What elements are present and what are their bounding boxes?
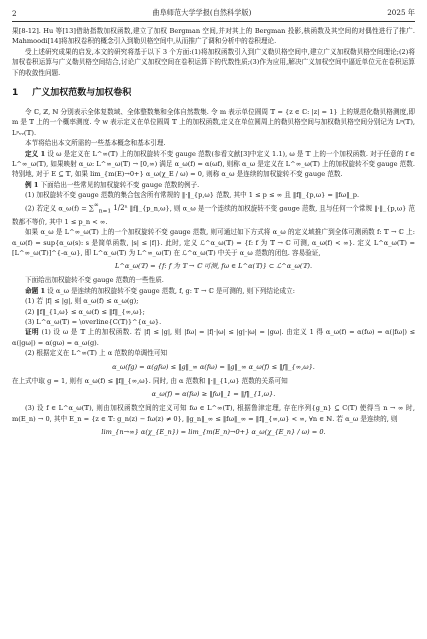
issue-year: 2025 年 [387,8,415,17]
frac-num: 1 [113,204,118,213]
page-number: 2 [12,8,17,18]
proposition-text: 设 α_ω 是连续的加权旋转不变 gauge 范数, f, g: 𝕋 → ℂ 是可测的, 则下列结论成立: [45,286,295,295]
equation-limit: lim_{n→∞} α(χ_{E_n}) = lim_{m(E_n)→0+} α_ω(χ_{E_n} / ω) = 0. [101,427,326,436]
section-title: 广义加权范数与加权卷积 [32,88,132,99]
paragraph-motivation: 受上述研究成果的启发,本文的研究将基于以下 3 个方面:(1)将加权函数引入到广义勒贝格空间中,建立广义加权勒贝格空间理论;(2)将加权卷积运算与广义勒贝格空间结合,讨论广义加权空间在卷积运算下的代数性质;(3)作为应用,解决广义加权空间中逼近单位元在卷积运算下的收敛性问题. [12,47,415,77]
example-item-1: (1) 加权旋转不变 gauge 范数的集合包含所有常规的 ‖·‖_{p,ω} 范数, 其中 1 ≤ p ≤ ∞ 且 ‖f‖_{p,ω} = ‖fω‖_p. [25,191,360,200]
proposition-item-2: (2) ‖f‖_{1,ω} ≤ α_ω(f) ≤ ‖f‖_{∞,ω}; [25,307,145,316]
sum-sign: ∑ [88,204,94,213]
example-label: 例 1 [25,180,39,189]
running-header [12,6,415,20]
paragraph-extension: 如果 α_ω 是 L^∞_ω(𝕋) 上的一个加权旋转不变 gauge 范数, 则可通过如下方式将 α_ω 的定义域推广到全体可测函数 f: 𝕋 → ℂ 上: α_ω(f) = sup{α_ω(s): s 是简单函数, |s| ≤ |f|}. 此时, 定义 ℒ^α_ω(𝕋) = {f: f 为 𝕋 → ℂ 可测, α_ω(f) < ∞}. 定义 L^α_ω(𝕋) = [L^∞_ω(𝕋)]^{-α_ω}, 即 L^α_ω(𝕋) 为 L^∞_ω(𝕋) 在 ℒ^α_ω(𝕋) 中关于 α_ω 范数的闭包. 容易验证, [12,228,415,258]
sum-upper: ∞ [93,202,99,209]
definition-label: 定义 1 [25,149,46,158]
proof-text: (1) 设 ω 是 𝕋 上的加权函数. 若 |f| ≤ |g|, 则 |fω| = |f|·|ω| ≤ |g|·|ω| = |gω|. 由定义 1 得 α_ω(f) = α(fω) = α(|fω|) ≤ α(|gω|) = α(gω) = α_ω(g). [12,328,415,347]
proposition-item-3: (3) L^α_ω(𝕋) = \overline{C(𝕋)}^{α_ω}. [25,318,162,327]
example-text: 下面给出一些常见的加权旋转不变 gauge 范数的例子. [38,180,200,189]
series-expression: $\sum^\infty_{n=1}$ 1/2ⁿ [88,202,128,215]
article-body [12,26,415,441]
definition-1 [12,149,415,180]
section-number: 1 [12,88,19,99]
paragraph-notation: 令 ℂ, ℤ, ℕ 分别表示全体复数域、全体整数集和全体自然数集. 令 m 表示单位圆周 𝕋 = {z ∈ ℂ: |z| = 1} 上的规范化勒贝格测度,即 m 是 𝕋 上的一个概率测度. 令 w 表示定义在单位圆周 𝕋 上的加权函数,定义在单位圆周上的勒贝格空间与加权勒贝格空间分别记为 Lᵖ(𝕋), Lᵖᵥᵥ(𝕋). [12,108,415,137]
proof-part-2-continued: 在上式中取 g = 1, 则有 α_ω(f) ≤ ‖f‖_{∞,ω}. 同时, 由 α 范数和 ‖·‖_{1,ω} 范数的关系可知 [12,376,288,385]
header-rule [12,21,415,22]
frac-den: 2ⁿ [120,204,128,213]
equation-monotonicity: α_ω(fg) = α(gfω) ≤ ‖g‖_∞ α(fω) = ‖g‖_∞ α_ω(f) ≤ ‖f‖_{∞,ω}. [112,362,315,371]
journal-title: 曲阜师范大学学报(自然科学版) [152,8,252,17]
proposition-1 [12,286,415,296]
proof-part-3: (3) 设 f ∈ L^α_ω(𝕋), 则由加权函数空间的定义可知 fω ∈ L^∞(𝕋), 根据鲁津定理, 存在序列{g_n} ⊆ C(𝕋) 使得当 n → ∞ 时, m(E_n) → 0, 其中 E_n = {z ∈ 𝕋: g_n(z) − fω(z) ≠ 0}, ‖g_n‖_∞ ≤ ‖fω‖_∞ = ‖f‖_{∞,ω} < ∞, ∀n ∈ ℕ. 若 α_ω 是连续的, 则 [12,404,415,423]
equation-space: L^α_ω(𝕋) = {f: f 为 𝕋 → ℂ 可测, fω ∈ L^α(𝕋)} ⊂ ℒ^α_ω(𝕋). [114,262,313,271]
proposition-item-1: (1) 若 |f| ≤ |g|, 则 α_ω(f) ≤ α_ω(g); [25,297,139,306]
proof-part-2-intro: (2) 根据定义在 L^∞(𝕋) 上 α 范数的单调性可知 [25,349,168,358]
proposition-label: 命题 1 [25,286,46,295]
example-1 [12,180,415,190]
section-heading [12,87,415,99]
sum-lower: n=1 [98,208,112,215]
paragraph-section-intro: 本节将给出本文所需的一些基本概念和基本引理. [25,139,166,148]
paragraph-intro-continuation: 果[8-12]. Hu 等[13]借助指数加权函数,建立了加权 Bergman 空间,并对其上的 Bergman 投影,核函数及其空间的对偶性进行了推广. Mahmoodi[14]将加权卷积的概念引入到勒贝格空间中,从而推广了调和分析中的卷积理论. [12,27,415,46]
definition-text: 设 ω 是定义在 L^∞(𝕋) 上的加权旋转不变 gauge 范数(参看文献[3]中定义 1.1), ω 是 𝕋 上的一个加权函数. 对于任意的 f ∈ L^∞_ω(𝕋), 如果映射 α_ω: L^∞_ω(𝕋) → [0,∞) 满足 α_ω(f) = α(ωf), 则称 α_ω 是定义在 L^∞_ω(𝕋) 上的加权旋转不变 gauge 范数. 特别地, 对于 E ⊆ 𝕋, 如果 lim_{m(E)→0+} α_ω(χ_E / ω) = 0, 则称 α_ω 是连续的加权旋转不变 gauge 范数. [12,149,415,179]
example-item-2: (2) 若定义 α_ω(f) = $\sum^\infty_{n=1}$ 1/2ⁿ ‖f‖_{p_n,ω}, 则 α_ω 是一个连续的加权旋转不变 gauge 范数, 且与任何一个常规 ‖·‖_{p,ω} 范数都不等价, 其中 1 ≤ p_n < ∞. [12,202,416,226]
proof-part-1 [12,327,415,348]
proof-label: 证明 [25,328,40,337]
paragraph-properties-intro: 下面给出加权旋转不变 gauge 范数的一些性质. [25,276,164,285]
equation-norm-bound: α_ω(f) = α(fω) ≥ ‖fω‖_1 = ‖f‖_{1,ω}. [151,390,276,399]
